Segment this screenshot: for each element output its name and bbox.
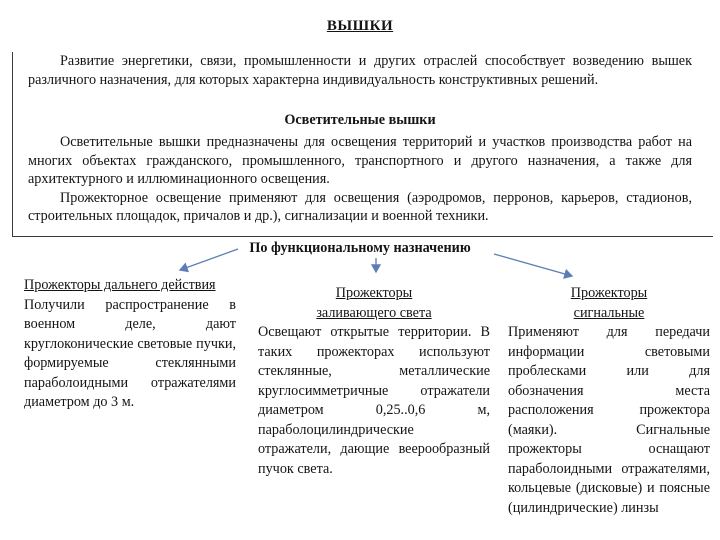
- column-long-range-title: Прожекторы дальнего действия: [24, 277, 216, 293]
- functional-heading: По функциональному назначению: [249, 240, 471, 256]
- section-heading: Осветительные вышки: [284, 112, 436, 128]
- column-long-range: [24, 276, 236, 413]
- column-floodlight-title-2: заливающего света: [316, 304, 432, 321]
- column-signal: [508, 284, 710, 518]
- arrow-left: [180, 249, 238, 270]
- page-title: ВЫШКИ: [326, 18, 394, 34]
- column-signal-title-2: сигнальные: [573, 304, 645, 321]
- intro-paragraph: Развитие энергетики, связи, промышленности и других отраслей способствует возведению вышек различного назначения, для которых характерна индивидуальность конструктивных решений.: [28, 53, 692, 88]
- column-signal-title-1: Прожекторы: [570, 285, 648, 301]
- column-floodlight-text: Освещают открытые территории. В таких прожекторах используют стеклянные, металлические круглосимметричные отражатели диаметром 0,25..0,6 м, параболоцилиндрические отражатели, дающие веерообразный пучок света.: [258, 324, 490, 477]
- arrow-right: [494, 254, 572, 276]
- column-floodlight: [258, 284, 490, 479]
- column-floodlight-title-1: Прожекторы: [335, 285, 413, 301]
- section-paragraph-1: Осветительные вышки предназначены для освещения территорий и участков производства работ на многих объектах гражданского, промышленного, транспортного и другого назначения, а также для архитектурного и иллюминационного освещения.: [28, 134, 692, 187]
- column-long-range-text: Получили распространение в военном деле, дают круглоконические световые пучки, формируемые стеклянными параболоидными отражателями диаметром до 3 м.: [24, 296, 236, 410]
- section-paragraph-2: Прожекторное освещение применяют для освещения (аэродромов, перронов, карьеров, стадионов, строительных площадок, причалов и др.), сигнализации и военной техники.: [28, 189, 692, 224]
- column-signal-text: Применяют для передачи информации световыми проблесками или для обозначения места расположения прожектора (маяки). Сигнальные прожекторы оснащают параболоидными отражателями, кольцевые (дисковые) и поясные (цилиндрические) линзы: [508, 324, 710, 516]
